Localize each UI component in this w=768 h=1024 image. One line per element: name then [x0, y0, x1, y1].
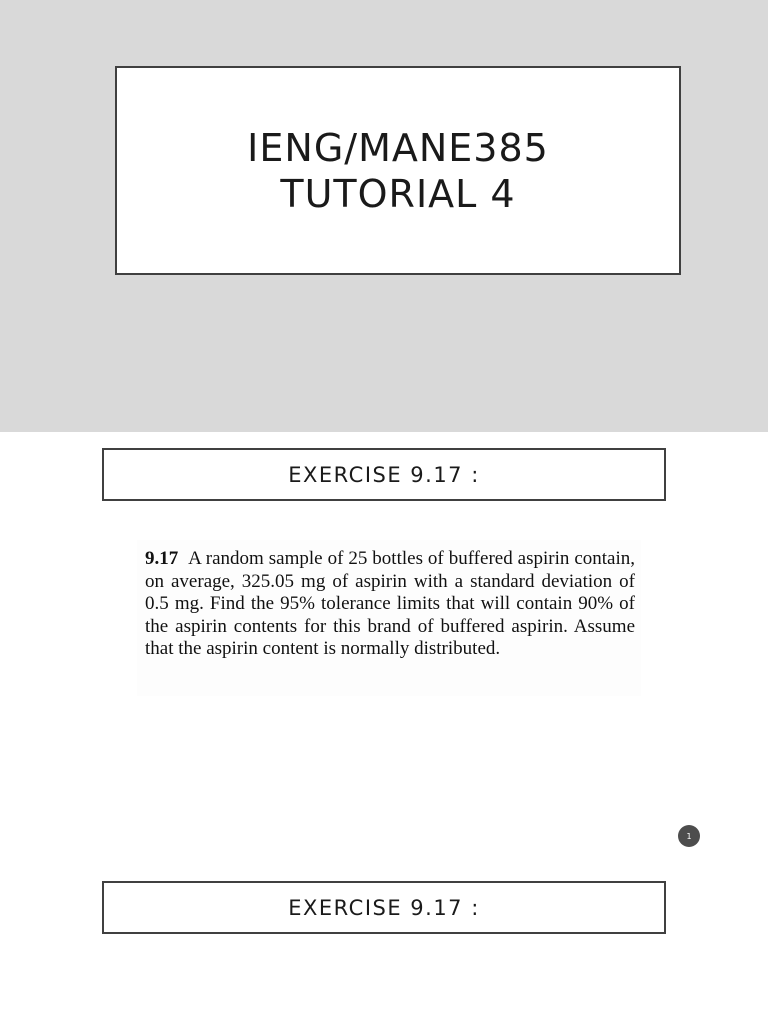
problem-number: 9.17 [145, 548, 179, 569]
title-slide [0, 0, 768, 432]
problem-text: A random sample of 25 bottles of buffered aspirin contain, on average, 325.05 mg of aspirin with a standard deviation of 0.5 mg. Find the 95% tolerance limits that will contain 90% of the aspirin contents for this brand of buffered aspirin. Assume that the aspirin content is normally distributed. [145, 548, 636, 660]
course-code-title: IENG/MANE385 [247, 125, 549, 170]
exercise-heading-box [102, 448, 666, 501]
next-exercise-heading: EXERCISE 9.17 : [288, 895, 480, 920]
problem-statement [137, 540, 641, 696]
next-exercise-heading-box [102, 881, 666, 934]
exercise-heading: EXERCISE 9.17 : [288, 462, 480, 487]
title-box [115, 66, 681, 275]
tutorial-title: TUTORIAL 4 [280, 171, 516, 216]
slide-number-badge: 1 [678, 825, 700, 847]
exercise-slide [0, 432, 768, 1024]
